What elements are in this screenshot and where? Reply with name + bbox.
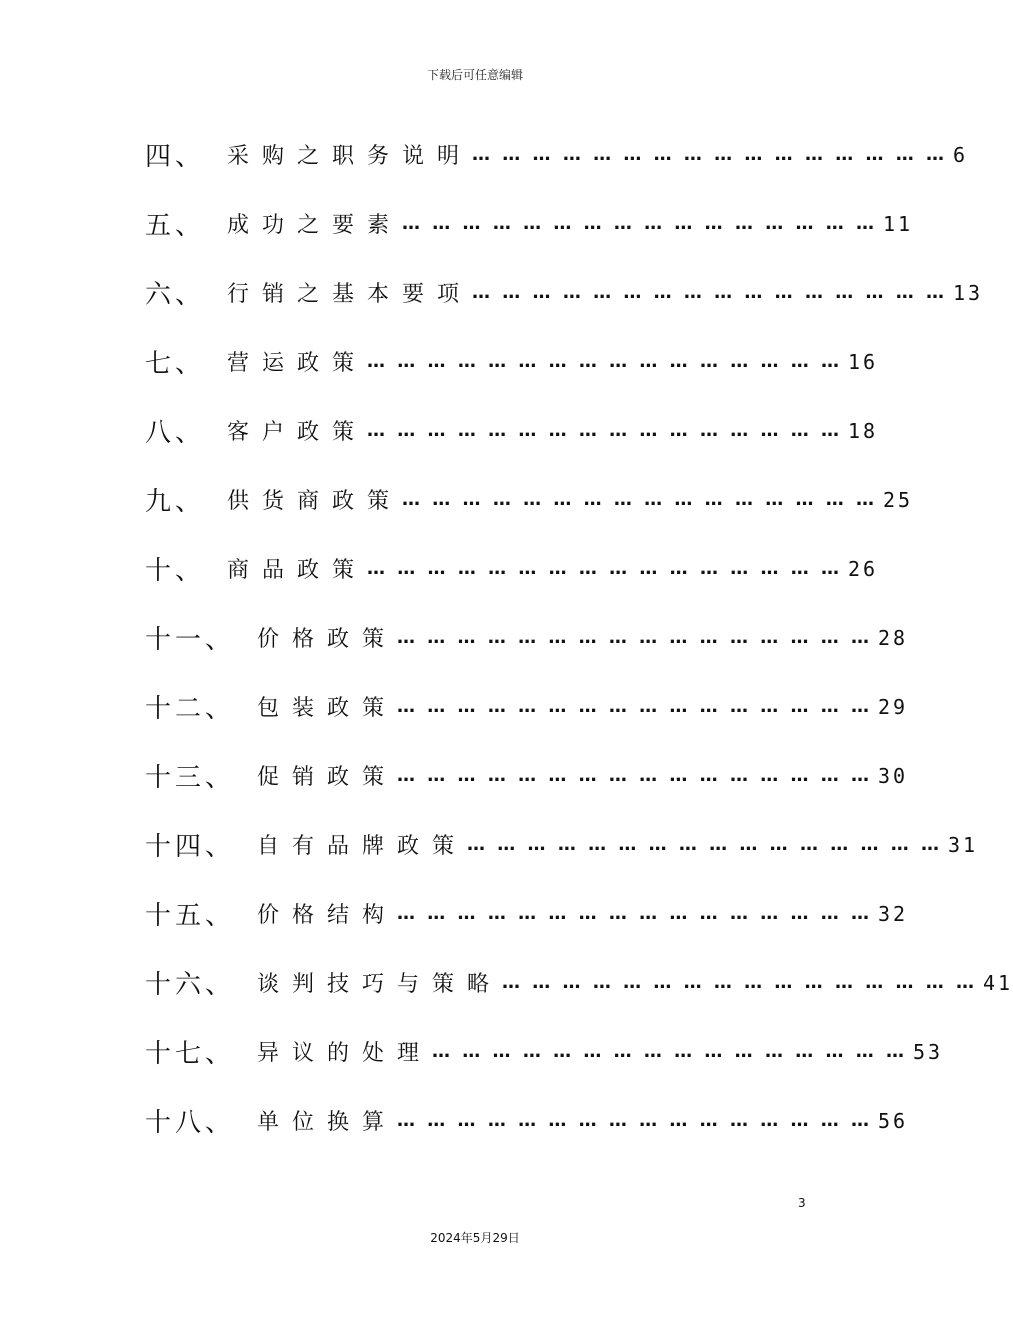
toc-title: 商品政策 — [227, 558, 368, 583]
dot-leader: … … … … … … … … … … … … … … … … — [472, 282, 948, 303]
dot-leader: … … … … … … … … … … … … … … … … — [467, 834, 943, 855]
dot-leader: … … … … … … … … … … … … … … … … — [397, 1110, 873, 1131]
toc-page: 29 — [878, 694, 909, 719]
dot-leader: … … … … … … … … … … … … … … … … — [402, 213, 878, 234]
toc-title: 促销政策 — [257, 765, 398, 790]
toc-entry[interactable] — [145, 948, 1013, 1017]
toc-number: 四、 — [145, 142, 206, 172]
dot-leader: … … … … … … … … … … … … … … … … — [397, 627, 873, 648]
toc-entry[interactable] — [145, 1017, 944, 1086]
toc-entry[interactable] — [145, 603, 909, 672]
dot-leader: … … … … … … … … … … … … … … … … — [367, 558, 843, 579]
toc-title: 客户政策 — [227, 420, 368, 445]
toc-page: 11 — [883, 211, 914, 236]
toc-title: 成功之要素 — [227, 213, 403, 238]
toc-entry[interactable] — [145, 672, 909, 741]
toc-entry[interactable] — [145, 120, 969, 189]
toc-entry[interactable] — [145, 534, 879, 603]
toc-title: 包装政策 — [257, 696, 398, 721]
toc-page: 18 — [848, 418, 879, 443]
toc-entry[interactable] — [145, 327, 879, 396]
toc-page: 53 — [913, 1039, 944, 1064]
page-footer-date: 2024年5月29日 — [430, 1231, 520, 1245]
toc-entry[interactable] — [145, 879, 909, 948]
toc-title: 行销之基本要项 — [227, 282, 473, 307]
toc-page: 32 — [878, 901, 909, 926]
toc-number: 八、 — [145, 418, 206, 448]
toc-title: 谈判技巧与策略 — [257, 972, 503, 997]
page-header: 下载后可任意编辑 — [426, 68, 523, 82]
dot-leader: … … … … … … … … … … … … … … … … — [432, 1041, 908, 1062]
toc-entry[interactable] — [145, 189, 914, 258]
table-of-contents — [145, 120, 1013, 1155]
toc-page: 6 — [953, 142, 969, 167]
toc-page: 30 — [878, 763, 909, 788]
toc-entry[interactable] — [145, 810, 979, 879]
toc-page: 25 — [883, 487, 914, 512]
dot-leader: … … … … … … … … … … … … … … … … — [397, 696, 873, 717]
toc-title: 营运政策 — [227, 351, 368, 376]
toc-number: 七、 — [145, 349, 206, 379]
toc-title: 单位换算 — [257, 1110, 398, 1135]
toc-page: 26 — [848, 556, 879, 581]
toc-number: 十六、 — [145, 970, 236, 1000]
toc-entry[interactable] — [145, 741, 909, 810]
toc-number: 十八、 — [145, 1108, 236, 1138]
page-number: 3 — [798, 1196, 806, 1210]
toc-entry[interactable] — [145, 1086, 909, 1155]
dot-leader: … … … … … … … … … … … … … … … … — [502, 972, 978, 993]
dot-leader: … … … … … … … … … … … … … … … … — [397, 765, 873, 786]
dot-leader: … … … … … … … … … … … … … … … … — [367, 420, 843, 441]
toc-entry[interactable] — [145, 258, 984, 327]
toc-number: 十七、 — [145, 1039, 236, 1069]
toc-title: 采购之职务说明 — [227, 144, 473, 169]
toc-title: 价格政策 — [257, 627, 398, 652]
toc-number: 十四、 — [145, 832, 236, 862]
toc-title: 自有品牌政策 — [257, 834, 468, 859]
toc-entry[interactable] — [145, 465, 914, 534]
toc-number: 十一、 — [145, 625, 236, 655]
toc-title: 异议的处理 — [257, 1041, 433, 1066]
toc-page: 31 — [948, 832, 979, 857]
toc-number: 十三、 — [145, 763, 236, 793]
toc-page: 28 — [878, 625, 909, 650]
dot-leader: … … … … … … … … … … … … … … … … — [402, 489, 878, 510]
toc-number: 十五、 — [145, 901, 236, 931]
dot-leader: … … … … … … … … … … … … … … … … — [397, 903, 873, 924]
toc-title: 价格结构 — [257, 903, 398, 928]
toc-number: 九、 — [145, 487, 206, 517]
toc-page: 16 — [848, 349, 879, 374]
toc-page: 41 — [983, 970, 1013, 995]
toc-number: 五、 — [145, 211, 206, 241]
toc-number: 六、 — [145, 280, 206, 310]
toc-page: 56 — [878, 1108, 909, 1133]
toc-page: 13 — [953, 280, 984, 305]
toc-number: 十二、 — [145, 694, 236, 724]
dot-leader: … … … … … … … … … … … … … … … … — [472, 144, 948, 165]
toc-entry[interactable] — [145, 396, 879, 465]
dot-leader: … … … … … … … … … … … … … … … … — [367, 351, 843, 372]
toc-number: 十、 — [145, 556, 206, 586]
toc-title: 供货商政策 — [227, 489, 403, 514]
